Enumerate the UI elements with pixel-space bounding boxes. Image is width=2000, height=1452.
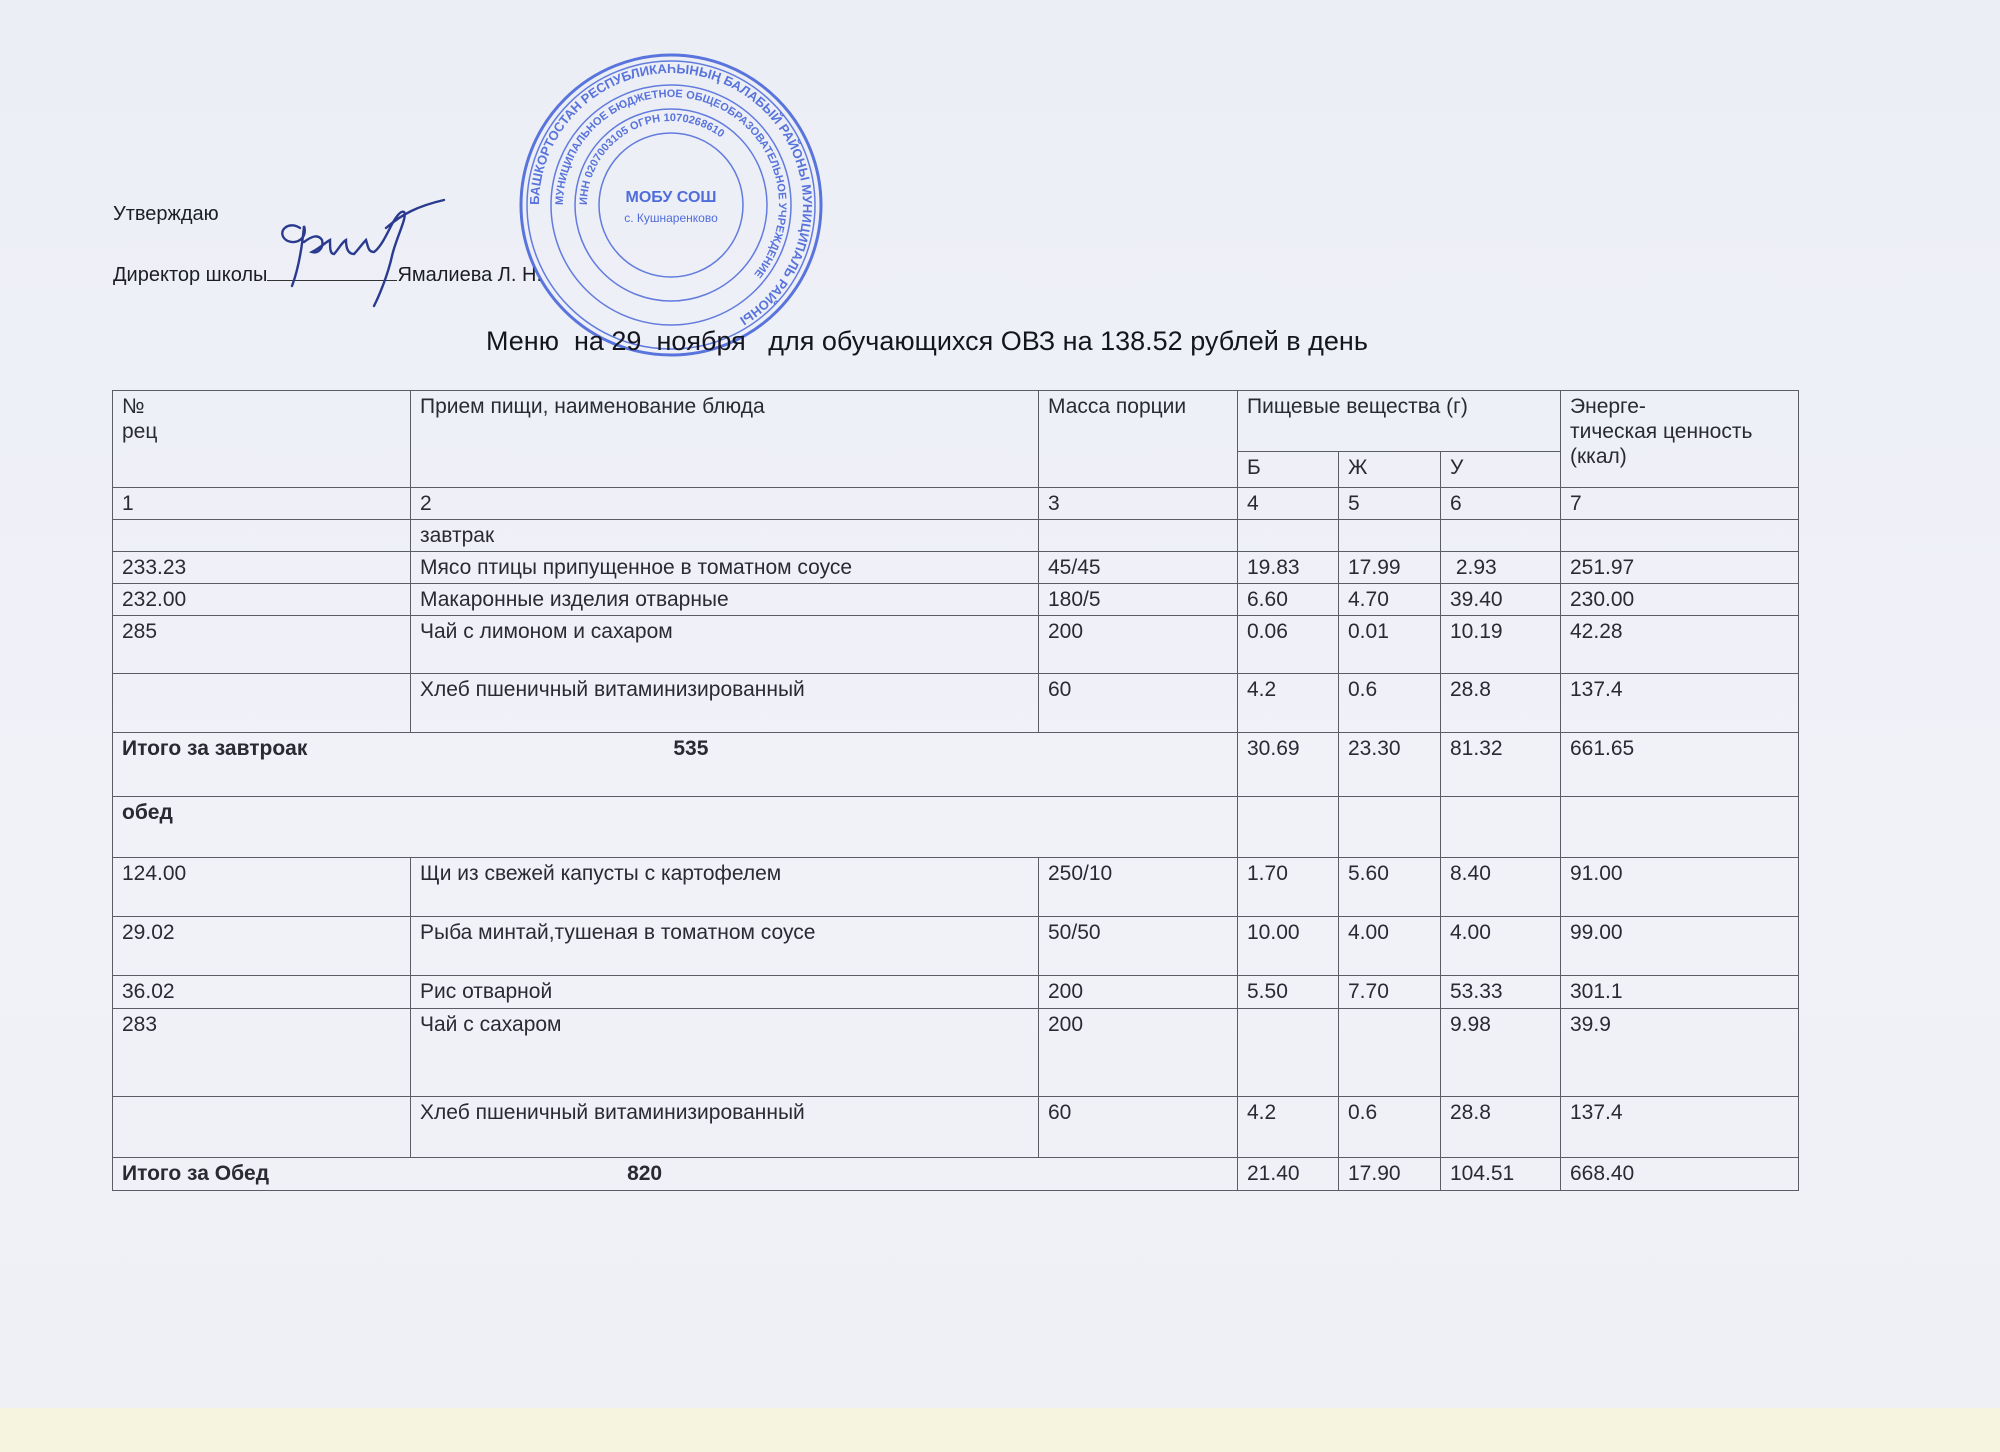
breakfast-section-row: [113, 520, 1799, 552]
stamp-center-name: МОБУ СОШ: [625, 189, 717, 206]
table-row: 36.02 Рис отварной 200 5.50 7.70 53.33 301.1: [113, 976, 1799, 1009]
col-number: 1: [113, 488, 411, 520]
column-numbers-row: [113, 488, 1799, 520]
menu-table: [112, 390, 1799, 1191]
col-number: 4: [1238, 488, 1339, 520]
school-stamp: [518, 52, 824, 358]
header-energy: Энерге- тическая ценность (ккал): [1561, 391, 1799, 488]
table-header-row: [113, 391, 1799, 452]
breakfast-label: завтрак: [411, 520, 1039, 552]
table-row: 283 Чай с сахаром 200 9.98 39.9: [113, 1009, 1799, 1097]
approve-label: Утверждаю: [113, 203, 219, 225]
lunch-label: обед: [113, 797, 1238, 858]
breakfast-total-row: Итого за завтроак 535 30.69 23.30 81.32 661.65: [113, 733, 1799, 797]
table-row: 285 Чай с лимоном и сахаром 200 0.06 0.01 10.19 42.28: [113, 616, 1799, 674]
table-row: 29.02 Рыба минтай,тушеная в томатном соусе 50/50 10.00 4.00 4.00 99.00: [113, 917, 1799, 976]
lunch-section-row: [113, 797, 1799, 858]
table-row: 233.23 Мясо птицы припущенное в томатном соусе 45/45 19.83 17.99 2.93 251.97: [113, 552, 1799, 584]
table-row: 124.00 Щи из свежей капусты с картофелем 250/10 1.70 5.60 8.40 91.00: [113, 858, 1799, 917]
col-number: 2: [411, 488, 1039, 520]
col-number: 6: [1441, 488, 1561, 520]
scan-edge: [0, 1408, 2000, 1452]
header-b: Б: [1238, 452, 1339, 488]
header-nutrients: Пищевые вещества (г): [1238, 391, 1561, 452]
header-name: Прием пищи, наименование блюда: [411, 391, 1039, 488]
header-mass: Масса порции: [1039, 391, 1238, 488]
table-row: Хлеб пшеничный витаминизированный 60 4.2 0.6 28.8 137.4: [113, 674, 1799, 733]
header-num: № рец: [113, 391, 411, 488]
breakfast-total-mass: 535: [673, 737, 709, 760]
director-name: Ямалиева Л. Н.: [397, 264, 543, 286]
stamp-center-place: с. Кушнаренково: [624, 211, 718, 225]
director-label: Директор школы: [113, 264, 268, 286]
menu-title: Меню на 29 ноября для обучающихся ОВЗ на 138.52 рублей в день: [486, 326, 1368, 356]
table-row: 232.00 Макаронные изделия отварные 180/5 6.60 4.70 39.40 230.00: [113, 584, 1799, 616]
col-number: 5: [1339, 488, 1441, 520]
col-number: 7: [1561, 488, 1799, 520]
stamp-inner-text: ИНН 0207003105 ОГРН 1070268610: [577, 111, 727, 206]
header-zh: Ж: [1339, 452, 1441, 488]
stamp-middle-text: МУНИЦИПАЛЬНОЕ БЮДЖЕТНОЕ ОБЩЕОБРАЗОВАТЕЛЬНОЕ УЧРЕЖДЕНИЕ: [553, 87, 789, 281]
stamp-outer-text: БАШКОРТОСТАН РЕСПУБЛИКАҺЫНЫҢ БАЛАБЫЙ РАЙОНЫ МУНИЦИПАЛЬ РАЙОНЫ: [526, 60, 816, 329]
lunch-total-label: Итого за Обед: [122, 1162, 270, 1185]
lunch-total-row: Итого за Обед 820 21.40 17.90 104.51 668.40: [113, 1158, 1799, 1191]
header-u: У: [1441, 452, 1561, 488]
col-number: 3: [1039, 488, 1238, 520]
breakfast-total-label: Итого за завтроак: [122, 737, 308, 760]
table-row: Хлеб пшеничный витаминизированный 60 4.2 0.6 28.8 137.4: [113, 1097, 1799, 1158]
director-signature: [268, 198, 458, 310]
lunch-total-mass: 820: [627, 1162, 663, 1185]
